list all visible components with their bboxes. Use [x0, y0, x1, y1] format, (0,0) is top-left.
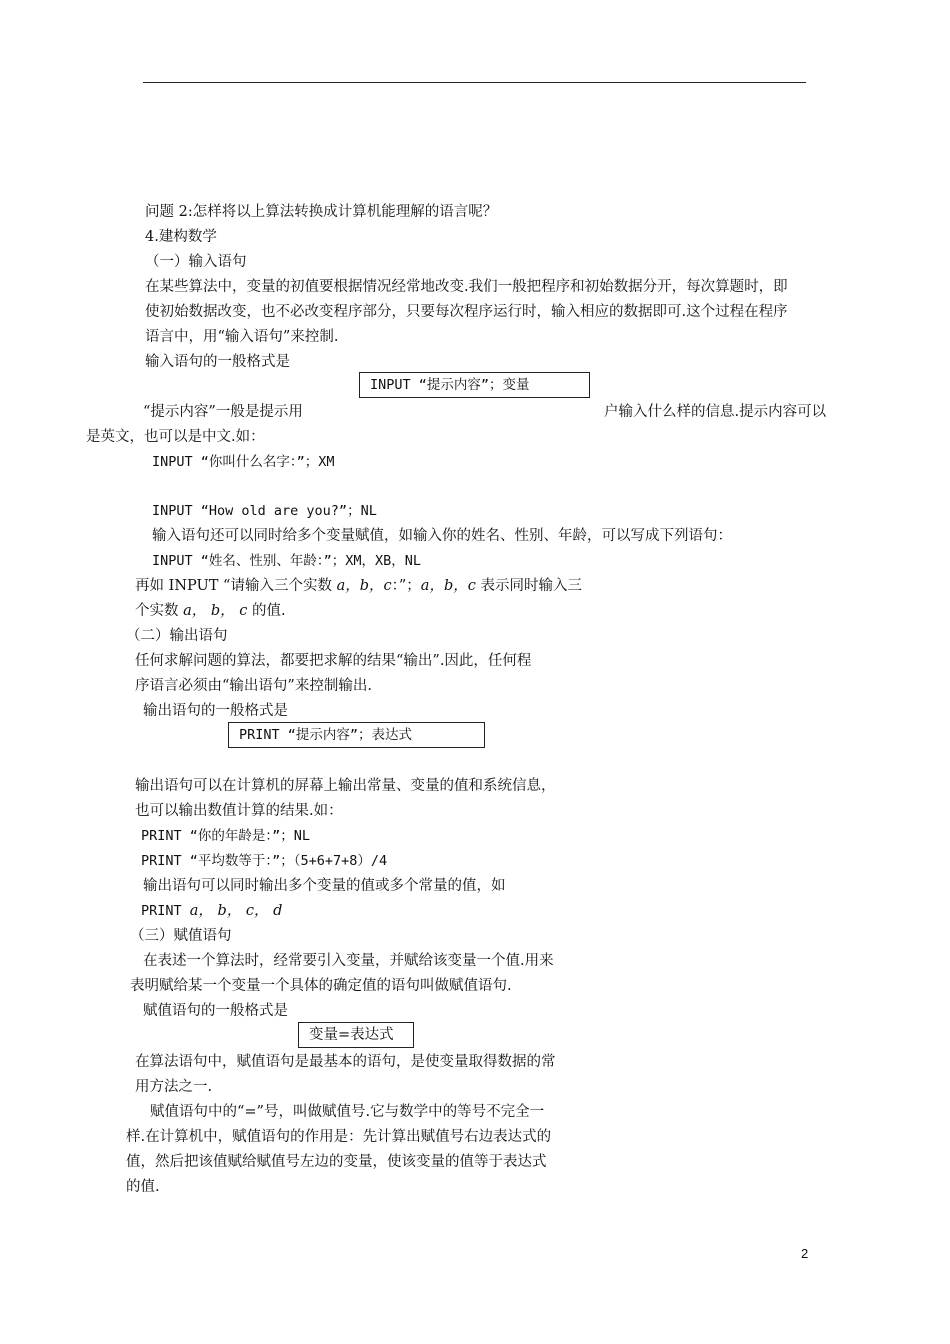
output-example-2: PRINT “平均数等于：”；（5+6+7+8）/4 — [141, 853, 388, 869]
output-paragraph-line-4: 也可以输出数值计算的结果.如： — [135, 803, 343, 819]
input-example-2: INPUT “How old are you?”；NL — [152, 503, 377, 519]
input-note-line-2: 是英文，也可以是中文.如： — [86, 429, 265, 445]
output-format-box: PRINT “提示内容”；表达式 — [228, 722, 485, 748]
output-multi-text: 输出语句可以同时输出多个变量的值或多个常量的值，如 — [143, 878, 506, 894]
assign-paragraph-line-6: 样.在计算机中，赋值语句的作用是：先计算出赋值号右边表达式的 — [126, 1129, 552, 1145]
output-paragraph-line-2: 序语言必须由“输出语句”来控制输出. — [135, 678, 372, 694]
input-format-box: INPUT “提示内容”；变量 — [359, 372, 590, 398]
assign-format-box: 变量=表达式 — [298, 1022, 414, 1048]
assign-format-label: 赋值语句的一般格式是 — [143, 1003, 288, 1019]
question-2: 问题 2:怎样将以上算法转换成计算机能理解的语言呢？ — [145, 204, 498, 220]
input-example-3: INPUT “姓名、性别、年龄：”；XM，XB，NL — [152, 553, 422, 569]
input-heading: （一）输入语句 — [145, 254, 247, 270]
output-format-label: 输出语句的一般格式是 — [143, 703, 288, 719]
assign-paragraph-line-7: 值，然后把该值赋给赋值号左边的变量，使该变量的值等于表达式 — [126, 1154, 547, 1170]
output-example-1: PRINT “你的年龄是：”；NL — [141, 828, 311, 844]
input-note-left: “提示内容”一般是提示用 — [143, 404, 303, 420]
input-paragraph-line-1: 在某些算法中，变量的初值要根据情况经常地改变.我们一般把程序和初始数据分开，每次算题时，即 — [145, 279, 788, 295]
input-example-1: INPUT “你叫什么名字：”；XM — [152, 454, 335, 470]
page-number: 2 — [801, 1246, 809, 1261]
output-paragraph-line-1: 任何求解问题的算法，都要把求解的结果“输出”.因此，任何程 — [135, 653, 532, 669]
output-paragraph-line-3: 输出语句可以在计算机的屏幕上输出常量、变量的值和系统信息， — [135, 778, 556, 794]
input-paragraph-line-3: 语言中，用“输入语句”来控制. — [145, 329, 339, 345]
output-example-3: PRINT a， b， c， d — [141, 903, 283, 919]
assign-paragraph-line-8: 的值. — [126, 1179, 160, 1195]
assign-paragraph-line-2: 表明赋给某一个变量一个具体的确定值的语句叫做赋值语句. — [130, 978, 512, 994]
assign-heading: （三）赋值语句 — [130, 928, 232, 944]
assign-paragraph-line-3: 在算法语句中，赋值语句是最基本的语句，是使变量取得数据的常 — [135, 1054, 556, 1070]
input-note-right: 户输入什么样的信息.提示内容可以 — [604, 404, 827, 420]
output-heading: （二）输出语句 — [126, 628, 228, 644]
input-again-line-2: 个实数 a， b， c 的值. — [135, 603, 286, 619]
input-paragraph-line-2: 使初始数据改变，也不必改变程序部分，只要每次程序运行时，输入相应的数据即可.这个过程在程序 — [145, 304, 788, 320]
assign-paragraph-line-4: 用方法之一. — [135, 1079, 213, 1095]
input-again-line-1: 再如 INPUT “请输入三个实数 a，b，c：”；a，b，c 表示同时输入三 — [135, 578, 582, 594]
section-4-title: 4.建构数学 — [145, 229, 217, 245]
input-multi-text: 输入语句还可以同时给多个变量赋值，如输入你的姓名、性别、年龄，可以写成下列语句： — [152, 528, 732, 544]
assign-paragraph-line-1: 在表述一个算法时，经常要引入变量，并赋给该变量一个值.用来 — [143, 953, 554, 969]
assign-paragraph-line-5: 赋值语句中的“=”号，叫做赋值号.它与数学中的等号不完全一 — [150, 1104, 545, 1120]
input-format-label: 输入语句的一般格式是 — [145, 354, 290, 370]
header-rule — [143, 82, 806, 83]
